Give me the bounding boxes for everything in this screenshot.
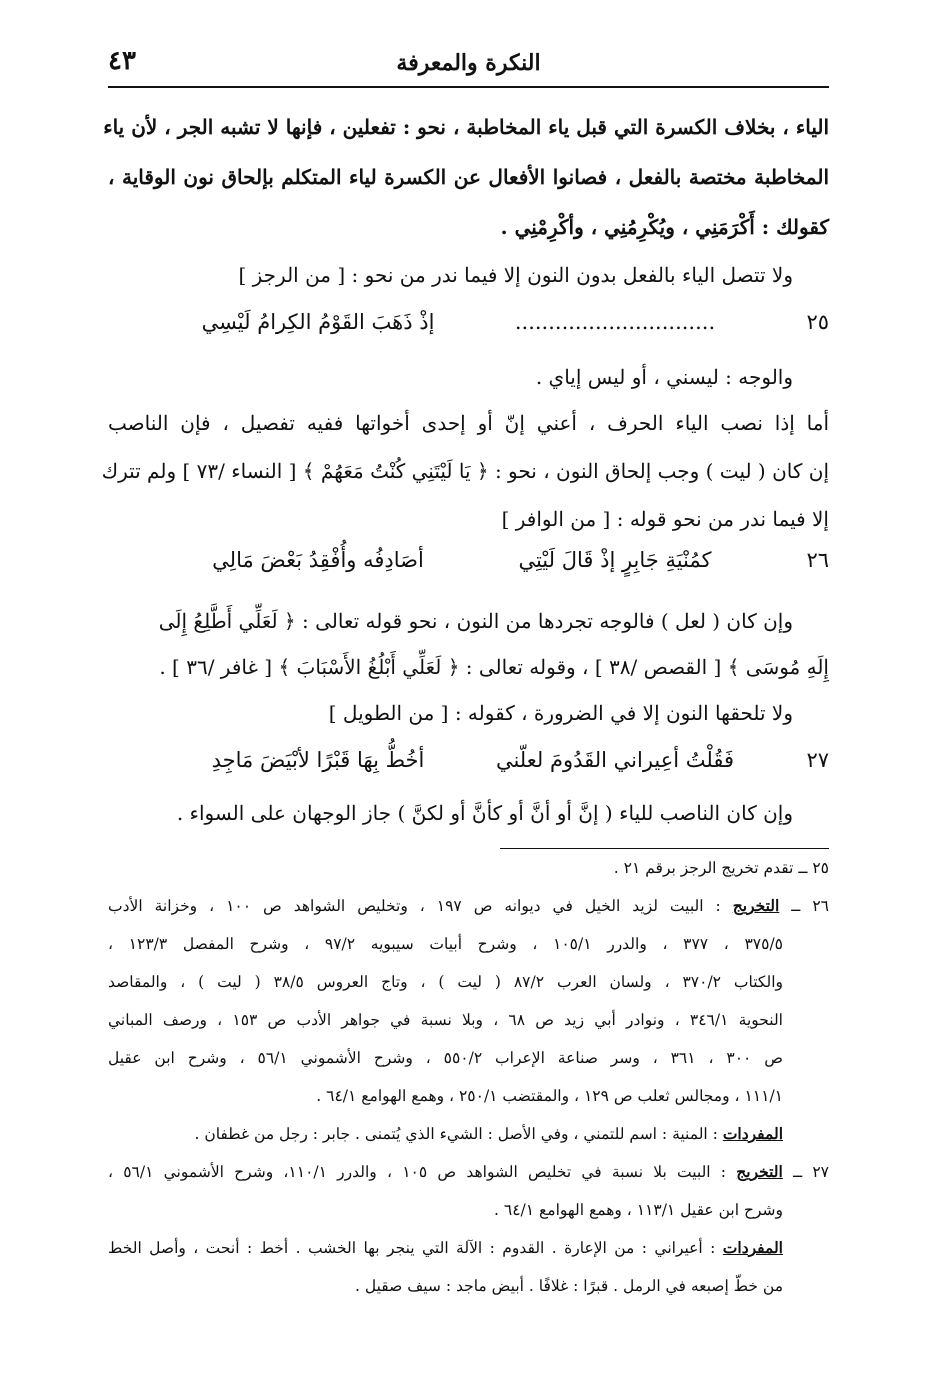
mufradat-label: المفردات bbox=[722, 1124, 783, 1143]
verse-27 bbox=[108, 748, 829, 778]
running-title: النكرة والمعرفة bbox=[396, 50, 541, 76]
footnote-number: ٢٦ ــ bbox=[791, 897, 829, 915]
text-line: المخاطبة مختصة بالفعل ، فصانوا الأفعال عن الكسرة لياء المتكلم بإلحاق نون الوقاية ، bbox=[108, 165, 829, 189]
verse-number: ٢٥ bbox=[806, 310, 829, 334]
footnote-25: ٢٥ ــ تقدم تخريج الرجز برقم ٢١ . bbox=[613, 859, 829, 877]
text-line: ولا تتصل الياء بالفعل بدون النون إلا فيما ندر من نحو : [ من الرجز ] bbox=[238, 263, 793, 287]
text-line: إلا فيما ندر من نحو قوله : [ من الوافر ] bbox=[501, 507, 829, 531]
verse-number: ٢٦ bbox=[806, 548, 829, 572]
text-line: إن كان ( ليت ) وجب إلحاق النون ، نحو : ﴿ يَا لَيْتَنِي كُنْتُ مَعَهُمْ ﴾ [ النساء /٧٣ ] ولم تترك bbox=[101, 459, 829, 483]
mufradat-label: المفردات bbox=[722, 1238, 783, 1257]
text-line: وإن كان ( لعل ) فالوجه تجردها من النون ، نحو قوله تعالى : ﴿ لَعَلِّي أَطَّلِعُ إِلَى bbox=[158, 609, 793, 633]
footnote-line: من خطّ إصبعه في الرمل . قبرًا : غلافًا . أبيض ماجد : سيف صقيل . bbox=[355, 1277, 783, 1295]
text-line: الياء ، بخلاف الكسرة التي قبل ياء المخاطبة ، نحو : تفعلين ، فإنها لا تشبه الجر ، لأن ياء bbox=[103, 115, 829, 139]
text-line: كقولك : أَكْرَمَنِي ، ويُكْرِمُنِي ، وأكْرِمْنِي . bbox=[500, 215, 829, 239]
verse-25 bbox=[108, 310, 829, 340]
text-line: إِلَهِ مُوسَى ﴾ [ القصص /٣٨ ] ، وقوله تعالى : ﴿ لَعَلِّي أَبْلُغُ الأَسْبَابَ ﴾ [ غافر /٣٦ ] . bbox=[159, 655, 829, 679]
verse-26 bbox=[108, 548, 829, 578]
footnote-26-line bbox=[108, 896, 829, 916]
text-line: وإن كان الناصب للياء ( إنَّ أو أنَّ أو كأنَّ أو لكنَّ ) جاز الوجهان على السواء . bbox=[176, 801, 793, 825]
footnote-mufradat bbox=[108, 1238, 783, 1258]
footnote-27-line bbox=[108, 1162, 829, 1182]
verse-first-hemistich: كمُنْيَةِ جَابِرٍ إذْ قَالَ لَيْتِي bbox=[518, 548, 712, 572]
text-line: ولا تلحقها النون إلا في الضرورة ، كقوله : [ من الطويل ] bbox=[328, 701, 793, 725]
verse-number: ٢٧ bbox=[806, 748, 829, 772]
takhrij-label: التخريج bbox=[736, 1162, 783, 1181]
footnote-text: : أعيراني : من الإعارة . القدوم : الآلة التي ينجر بها الخشب . أخط : أنحت ، وأصل الخط bbox=[108, 1239, 716, 1257]
footnote-text: : البيت لزيد الخيل في ديوانه ص ١٩٧ ، وتخليص الشواهد ص ١٠٠ ، وخزانة الأدب bbox=[108, 897, 721, 915]
verse-second-hemistich: أصَادِفُه وأُفْقِدُ بَعْضَ مَالِي bbox=[212, 548, 424, 572]
footnote-number: ٢٧ ــ bbox=[793, 1163, 830, 1181]
footnote-line: والكتاب ٣٧٠/٢ ، ولسان العرب ٨٧/٢ ( ليت ) ، وتاج العروس ٣٨/٥ ( ليت ) ، والمقاصد bbox=[108, 973, 783, 991]
footnote-divider bbox=[500, 848, 829, 849]
verse-first-hemistich: فَقُلْتُ أعِيراني القَدُومَ لعلّني bbox=[495, 748, 735, 772]
footnote-mufradat bbox=[108, 1124, 783, 1144]
footnote-line: ص ٣٠٠ ، ٣٦١ ، وسر صناعة الإعراب ٥٥٠/٢ ، وشرح الأشموني ٥٦/١ ، وشرح ابن عقيل bbox=[108, 1049, 783, 1067]
verse-second-hemistich: أخُطُّ بِهَا قَبْرًا لأبْيَضَ مَاجِدِ bbox=[211, 748, 425, 772]
page-number: ٤٣ bbox=[108, 46, 136, 76]
text-line: والوجه : ليسني ، أو ليس إياي . bbox=[535, 365, 793, 389]
footnote-text: : المنية : اسم للتمني ، وفي الأصل : الشيء الذي يُتمنى . جابر : رجل من غطفان . bbox=[194, 1125, 718, 1143]
text-line: أما إذا نصب الياء الحرف ، أعني إنّ أو إحدى أخواتها ففيه تفصيل ، فإن الناصب bbox=[108, 411, 830, 435]
verse-first-hemistich: .............................. bbox=[514, 310, 716, 334]
footnote-line: ٣٧٥/٥ ، ٣٧٧ ، والدرر ١٠٥/١ ، وشرح أبيات سيبويه ٩٧/٢ ، وشرح المفصل ١٢٣/٣ ، bbox=[108, 935, 783, 953]
footnote-line: ١١١/١ ، ومجالس ثعلب ص ١٢٩ ، والمقتضب ٢٥٠/١ ، وهمع الهوامع ٦٤/١ . bbox=[316, 1087, 783, 1105]
footnote-line: وشرح ابن عقيل ١١٣/١ ، وهمع الهوامع ٦٤/١ . bbox=[494, 1201, 783, 1219]
verse-second-hemistich: إذْ ذَهَبَ القَوْمُ الكِرامُ لَيْسِي bbox=[201, 310, 435, 334]
page-header bbox=[108, 44, 829, 88]
footnote-text: : البيت بلا نسبة في تخليص الشواهد ص ١٠٥ ، والدرر ١١٠/١، وشرح الأشموني ٥٦/١ ، bbox=[108, 1163, 727, 1181]
takhrij-label: التخريج bbox=[732, 896, 780, 915]
footnote-line: النحوية ٣٤٦/١ ، ونوادر أبي زيد ص ٦٨ ، وبلا نسبة في جواهر الأدب ص ١٥٣ ، ورصف المباني bbox=[108, 1011, 783, 1029]
